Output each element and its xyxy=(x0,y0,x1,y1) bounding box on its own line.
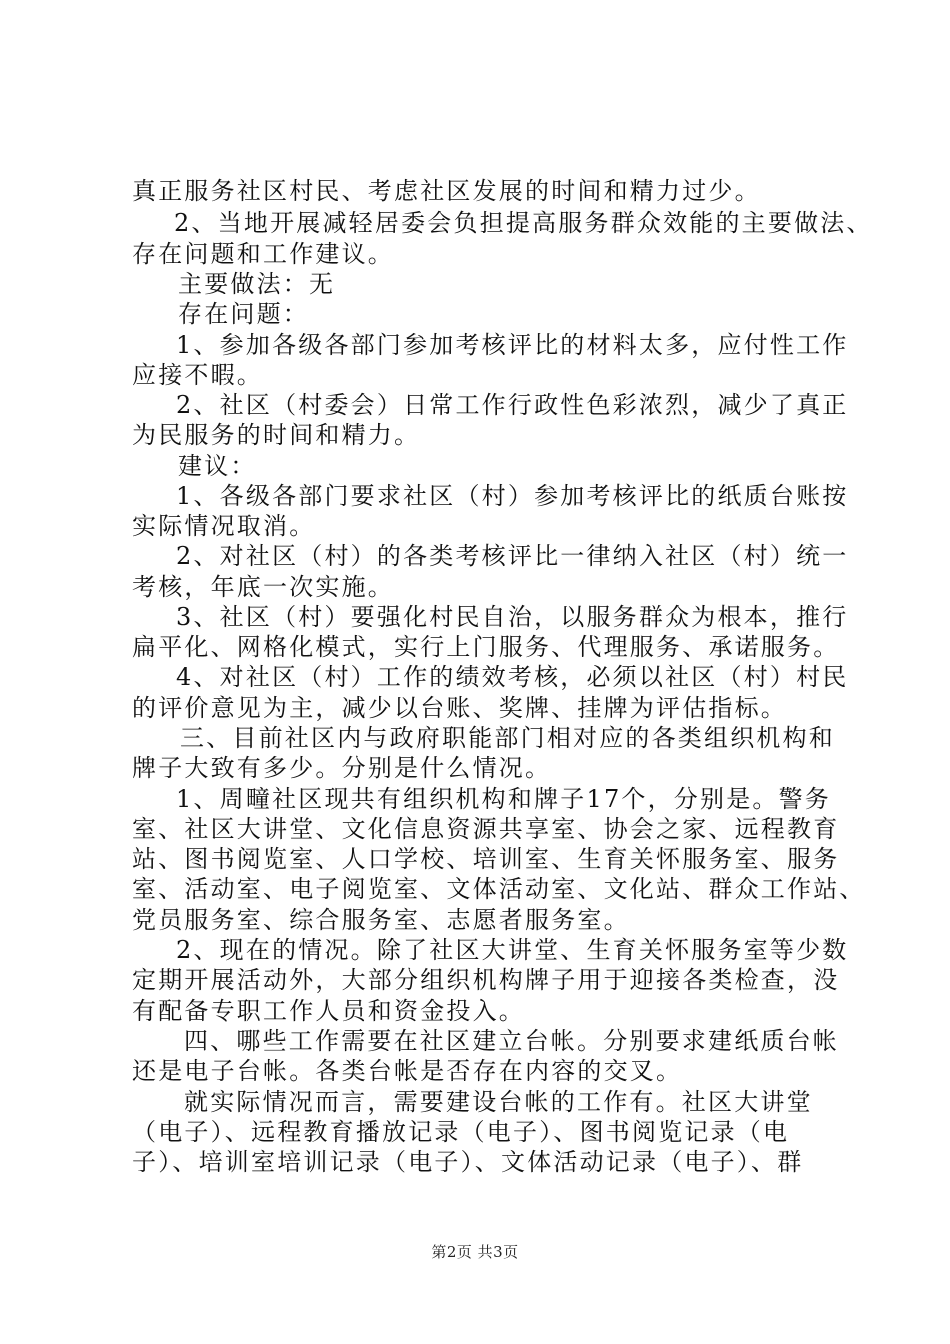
text-line: （电子）、远程教育播放记录（电子）、图书阅览记录（电 xyxy=(132,1118,790,1146)
text-line: 就实际情况而言，需要建设台帐的工作有。社区大讲堂 xyxy=(184,1088,813,1116)
text-line: 2、社区（村委会）日常工作行政性色彩浓烈，减少了真正 xyxy=(176,391,849,419)
text-line: 建议： xyxy=(178,452,257,480)
text-line: 室、社区大讲堂、文化信息资源共享室、协会之家、远程教育 xyxy=(132,815,840,843)
text-line: 站、图书阅览室、人口学校、培训室、生育关怀服务室、服务 xyxy=(132,845,840,873)
text-line: 实际情况取消。 xyxy=(132,512,316,540)
text-line: 为民服务的时间和精力。 xyxy=(132,421,421,449)
text-line: 定期开展活动外，大部分组织机构牌子用于迎接各类检查，没 xyxy=(132,966,840,994)
text-line: 考核，年底一次实施。 xyxy=(132,573,394,601)
text-line: 扁平化、网格化模式，实行上门服务、代理服务、承诺服务。 xyxy=(132,633,840,661)
text-line: 三、目前社区内与政府职能部门相对应的各类组织机构和 xyxy=(180,724,835,752)
text-line: 主要做法：无 xyxy=(178,270,336,298)
text-line: 3、社区（村）要强化村民自治，以服务群众为根本，推行 xyxy=(176,603,849,631)
text-line: 2、现在的情况。除了社区大讲堂、生育关怀服务室等少数 xyxy=(176,936,849,964)
text-line: 室、活动室、电子阅览室、文体活动室、文化站、群众工作站、 xyxy=(132,875,866,903)
text-line: 还是电子台帐。各类台帐是否存在内容的交叉。 xyxy=(132,1057,683,1085)
text-line: 2、对社区（村）的各类考核评比一律纳入社区（村）统一 xyxy=(176,542,849,570)
text-line: 2、当地开展减轻居委会负担提高服务群众效能的主要做法、 xyxy=(174,209,873,237)
text-line: 1、周疃社区现共有组织机构和牌子17个，分别是。警务 xyxy=(176,785,832,813)
text-line: 党员服务室、综合服务室、志愿者服务室。 xyxy=(132,906,630,934)
text-line: 存在问题和工作建议。 xyxy=(132,240,394,268)
text-line: 四、哪些工作需要在社区建立台帐。分别要求建纸质台帐 xyxy=(184,1027,839,1055)
text-line: 应接不暇。 xyxy=(132,361,263,389)
text-line: 4、对社区（村）工作的绩效考核，必须以社区（村）村民 xyxy=(176,663,849,691)
text-line: 子）、培训室培训记录（电子）、文体活动记录（电子）、群 xyxy=(132,1148,804,1176)
text-line: 有配备专职工作人员和资金投入。 xyxy=(132,997,525,1025)
text-line: 的评价意见为主，减少以台账、奖牌、挂牌为评估指标。 xyxy=(132,694,787,722)
text-line: 1、参加各级各部门参加考核评比的材料太多，应付性工作 xyxy=(176,331,849,359)
page-number-footer: 第2页 共3页 xyxy=(431,1243,519,1261)
text-line: 真正服务社区村民、考虑社区发展的时间和精力过少。 xyxy=(132,177,761,205)
text-line: 1、各级各部门要求社区（村）参加考核评比的纸质台账按 xyxy=(176,482,849,510)
text-line: 存在问题： xyxy=(178,300,309,328)
text-line: 牌子大致有多少。分别是什么情况。 xyxy=(132,754,552,782)
